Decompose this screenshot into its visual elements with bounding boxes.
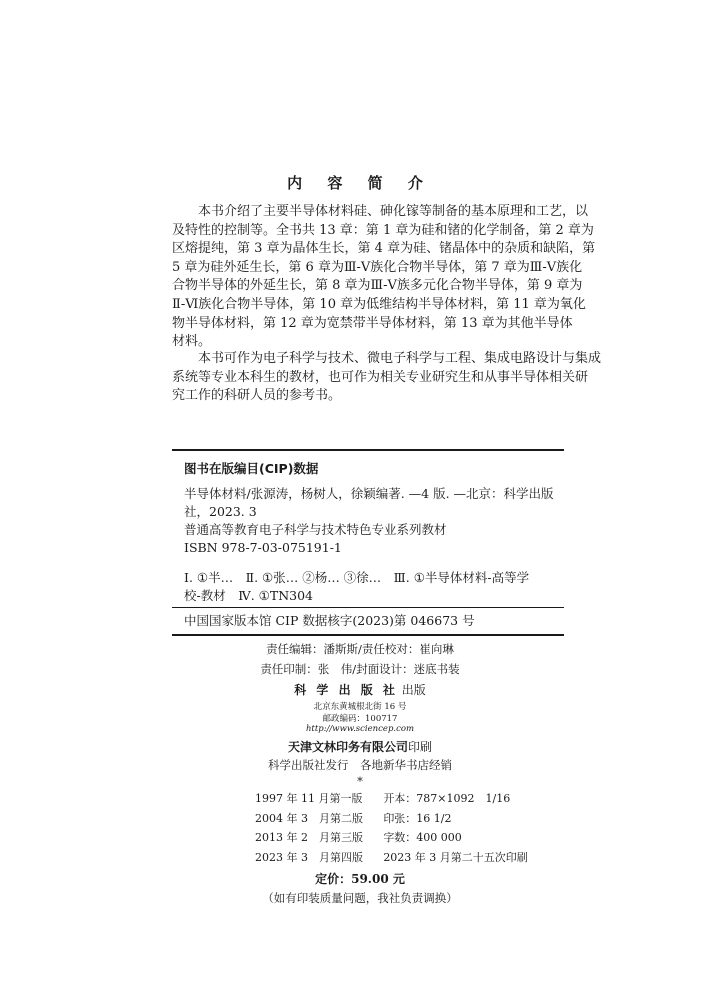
edition-cell: 2004 年 3 月第二版 [255,811,363,825]
summary-title: 内 容 简 介 [287,174,433,192]
summary-line: 本书可作为电子科学与技术、微电子科学与工程、集成电路设计与集成 [172,351,602,366]
edition-row [255,790,555,810]
spec-cell: 2023 年 3 月第二十五次印刷 [383,850,528,864]
cip-entry-line: 社，2023. 3 [184,504,257,519]
cip-subject-line: 校-教材 Ⅳ. ①TN304 [184,588,313,603]
summary-line: 区熔提纯，第 3 章为晶体生长，第 4 章为硅、锗晶体中的杂质和缺陷，第 [172,241,596,257]
cip-series: 普通高等教育电子科学与技术特色专业系列教材 [184,522,447,537]
price: 定价：59.00 元 [315,872,405,886]
publisher-logo-text: 科 学 出 版 社 [294,683,398,697]
spec-cell: 印张：16 1/2 [383,811,452,825]
cip-mid-rule [172,607,564,608]
summary-line: 及特性的控制等。全书共 13 章：第 1 章为硅和锗的化学制备，第 2 章为 [172,222,594,238]
edition-row [255,810,555,830]
printer-name: 天津文林印务有限公司 [287,740,408,754]
spec-cell: 字数：400 000 [383,831,462,844]
summary-paragraph-1 [172,203,596,352]
summary-line: 材料。 [172,334,212,350]
cip-entry [184,485,564,557]
spec-cell: 开本：787×1092 1/16 [383,792,511,805]
asterisk-divider: * [357,774,363,788]
edition-cell: 2013 年 2 月第三版 [255,831,363,844]
cip-number: 中国国家版本馆 CIP 数据核字(2023)第 046673 号 [184,613,475,628]
edition-row [255,829,555,849]
publisher-website: http://www.sciencep.com [305,724,415,734]
publisher-postcode: 邮政编码：100717 [322,714,398,724]
cip-subject-line: Ⅰ. ①半… Ⅱ. ①张… ②杨… ③徐… Ⅲ. ①半导体材料-高等学 [184,570,530,585]
summary-line: 物半导体材料，第 12 章为宽禁带半导体材料，第 13 章为其他半导体 [172,315,573,331]
printer-suffix: 印刷 [408,740,433,754]
summary-paragraph-2 [172,350,602,406]
edition-cell: 1997 年 11 月第一版 [255,792,363,805]
edition-cell: 2023 年 3 月第四版 [255,850,363,864]
quality-note: （如有印装质量问题，我社负责调换） [262,891,458,905]
publisher-suffix: 出版 [401,683,426,697]
edition-row [255,849,555,869]
cip-isbn: ISBN 978-7-03-075191-1 [184,540,342,555]
cip-bottom-rule [172,634,564,636]
printer-line [0,738,720,755]
summary-line: 本书介绍了主要半导体材料硅、砷化镓等制备的基本原理和工艺，以 [172,204,589,219]
cip-entry-line: 半导体材料/张源涛，杨树人，徐颖编著. —4 版. —北京：科学出版 [184,486,554,501]
summary-line: 5 章为硅外延生长，第 6 章为Ⅲ-Ⅴ族化合物半导体，第 7 章为Ⅲ-Ⅴ族化 [172,259,583,275]
summary-line: 系统等专业本科生的教材，也可作为相关专业研究生和从事半导体相关研 [172,369,589,385]
editors-line: 责任编辑：潘斯斯/责任校对：崔向琳 [266,642,454,656]
cip-top-rule [172,449,564,451]
edition-table [255,790,555,868]
summary-line: 合物半导体的外延生长，第 8 章为Ⅲ-Ⅴ族多元化合物半导体，第 9 章为 [172,278,583,294]
distribution-line: 科学出版社发行 各地新华书店经销 [268,758,452,772]
summary-line: 究工作的科研人员的参考书。 [172,388,342,404]
print-design-line: 责任印制：张 伟/封面设计：迷底书装 [260,662,460,676]
cip-heading: 图书在版编目(CIP)数据 [184,461,319,476]
publisher-line [0,681,720,698]
summary-line: Ⅱ-Ⅵ族化合物半导体，第 10 章为低维结构半导体材料，第 11 章为氧化 [172,296,586,312]
publisher-address: 北京东黄城根北街 16 号 [313,702,407,712]
cip-subjects [184,569,564,605]
